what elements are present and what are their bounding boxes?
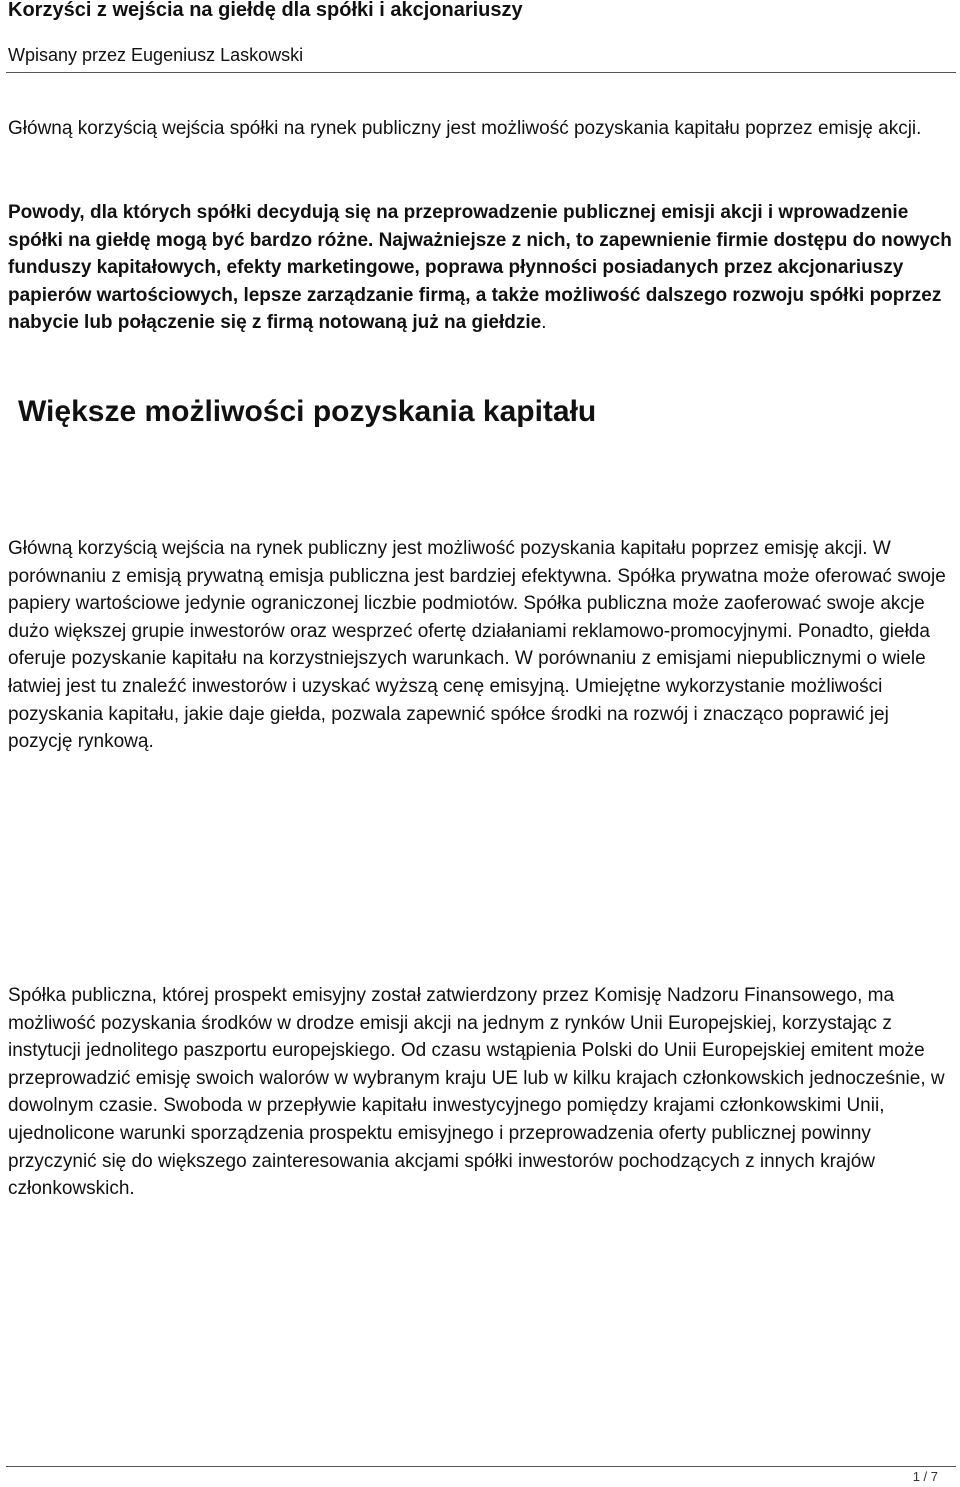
intro-paragraph: Główną korzyścią wejścia spółki na rynek publiczny jest możliwość pozyskania kapitału poprzez emisję akcji. xyxy=(8,118,922,139)
eu-paragraph: Spółka publiczna, której prospekt emisyjny został zatwierdzony przez Komisję Nadzoru Finansowego, ma możliwość pozyskania środków w drodze emisji akcji na jednym z rynków Unii Europejskiej, korzystając z instytucji jednolitego paszportu europejskiego. Od czasu wstąpienia Polski do Unii Europejskiej emitent może przeprowadzić emisję swoich walorów w wybranym kraju UE lub w kilku krajach członkowskich jednocześnie, w dowolnym czasie. Swoboda w przepływie kapitału inwestycyjnego pomiędzy krajami członkowskimi Unii, ujednolicone warunki sporządzenia prospektu emisyjnego i przeprowadzenia oferty publicznej powinny przyczynić się do większego zainteresowania akcjami spółki inwestorów pochodzących z innych krajów członkowskich. xyxy=(8,985,945,1200)
page-number: 1 / 7 xyxy=(912,1469,938,1484)
reasons-paragraph xyxy=(8,199,956,337)
footer-divider xyxy=(6,1466,956,1467)
reasons-end-punctuation: . xyxy=(541,312,547,334)
header-divider xyxy=(6,72,956,73)
document-title: Korzyści z wejścia na giełdę dla spółki i akcjonariuszy xyxy=(8,0,523,21)
author-line: Wpisany przez Eugeniusz Laskowski xyxy=(8,45,304,65)
capital-paragraph: Główną korzyścią wejścia na rynek publiczny jest możliwość pozyskania kapitału poprzez emisję akcji. W porównaniu z emisją prywatną emisja publiczna jest bardziej efektywna. Spółka prywatna może oferować swoje papiery wartościowe jedynie ograniczonej liczbie podmiotów. Spółka publiczna może zaoferować swoje akcje dużo większej grupie inwestorów oraz wesprzeć ofertę działaniami reklamowo-promocyjnymi. Ponadto, giełda oferuje pozyskanie kapitału na korzystniejszych warunkach. W porównaniu z emisjami niepublicznymi o wiele łatwiej jest tu znaleźć inwestorów i uzyskać wyższą cenę emisyjną. Umiejętne wykorzystanie możliwości pozyskania kapitału, jakie daje giełda, pozwala zapewnić spółce środki na rozwój i znacząco poprawić jej pozycję rynkową. xyxy=(8,538,946,753)
reasons-bold-text: Powody, dla których spółki decydują się na przeprowadzenie publicznej emisji akcji i wprowadzenie spółki na giełdę mogą być bardzo różne. Najważniejsze z nich, to zapewnienie firmie dostępu do nowych funduszy kapitałowych, efekty marketingowe, poprawa płynności posiadanych przez akcjonariuszy papierów wartościowych, lepsze zarządzanie firmą, a także możliwość dalszego rozwoju spółki poprzez nabycie lub połączenie się z firmą notowaną już na giełdzie xyxy=(8,202,952,334)
section-heading: Większe możliwości pozyskania kapitału xyxy=(18,395,597,428)
